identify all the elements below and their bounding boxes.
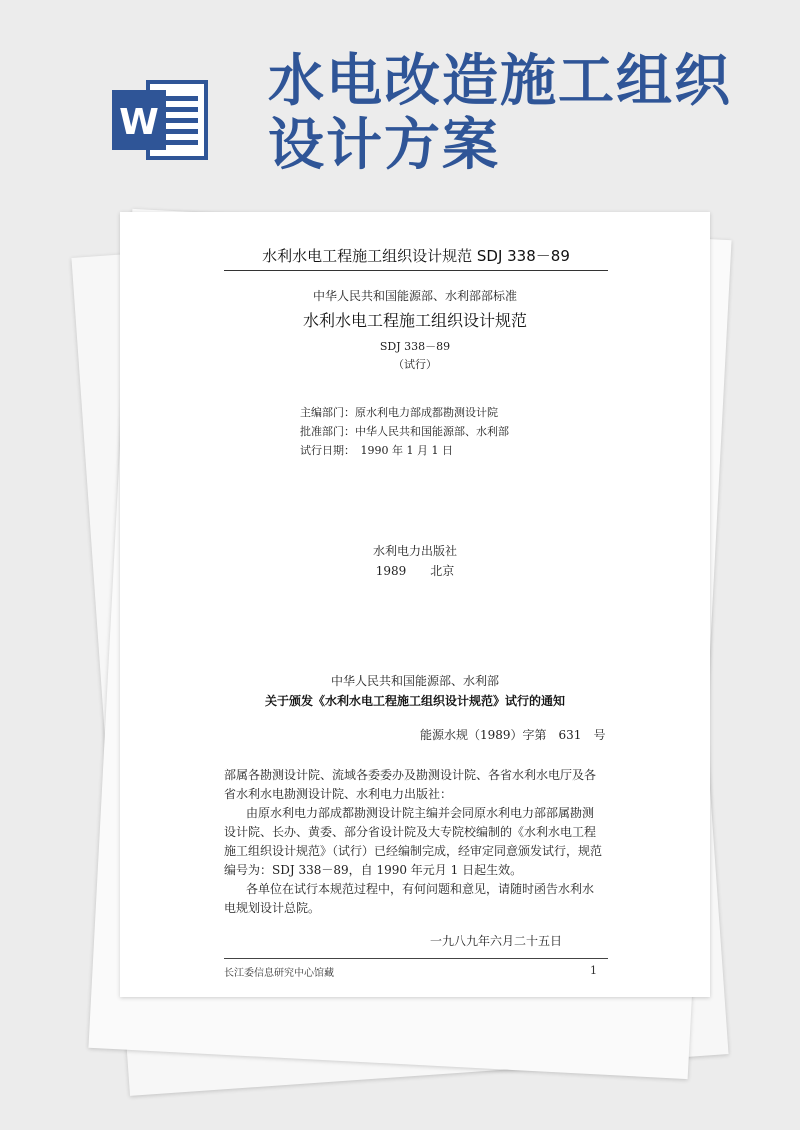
body-line: 设计院、长办、黄委、部分省设计院及大专院校编制的《水利水电工程 <box>224 825 597 839</box>
meta-editor: 主编部门：原水利电力部成都勘测设计院 <box>300 406 498 419</box>
trial-label: （试行） <box>393 358 437 371</box>
meta-trial-date: 试行日期： 1990 年 1 月 1 日 <box>300 444 453 457</box>
word-logo-letter: W <box>119 102 159 143</box>
publish-year-place: 1989 北京 <box>375 564 455 578</box>
word-document-icon <box>110 76 210 164</box>
body-line: 电规划设计总院。 <box>224 901 321 915</box>
document-title: 水利水电工程施工组织设计规范 <box>302 311 527 330</box>
body-line: 由原水利电力部成都勘测设计院主编并会同原水利电力部部属勘测 <box>246 806 595 820</box>
document-date: 一九八九年六月二十五日 <box>430 934 563 948</box>
body-line: 编号为：SDJ 338－89，自 1990 年元月 1 日起生效。 <box>224 863 523 877</box>
footer-collection-note: 长江委信息研究中心馆藏 <box>224 968 334 979</box>
body-line: 省水利水电勘测设计院、水利电力出版社： <box>224 787 453 801</box>
banner-title: 水电改造施工组织设计方案 <box>268 49 732 178</box>
footer-divider <box>224 958 608 959</box>
body-line: 部属各勘测设计院、流域各委委办及勘测设计院、各省水利水电厅及各 <box>224 768 597 782</box>
header-divider <box>224 270 608 271</box>
notice-title: 关于颁发《水利水电工程施工组织设计规范》试行的通知 <box>264 694 565 708</box>
publisher-name: 水利电力出版社 <box>372 544 457 558</box>
standard-org-line: 中华人民共和国能源部、水利部部标准 <box>312 289 517 303</box>
body-line: 施工组织设计规范》（试行）已经编制完成，经审定同意颁发试行，规范 <box>224 844 603 858</box>
page-number: 1 <box>590 964 597 977</box>
document-header: 水利水电工程施工组织设计规范 SDJ 338－89 <box>262 247 570 265</box>
meta-approver: 批准部门：中华人民共和国能源部、水利部 <box>300 425 509 438</box>
standard-code: SDJ 338－89 <box>379 340 451 353</box>
notice-org: 中华人民共和国能源部、水利部 <box>330 674 499 688</box>
notice-number: 能源水规（1989）字第 631 号 <box>420 728 606 742</box>
document-page <box>120 212 710 997</box>
body-line: 各单位在试行本规范过程中，有何问题和意见，请随时函告水利水 <box>246 882 595 896</box>
